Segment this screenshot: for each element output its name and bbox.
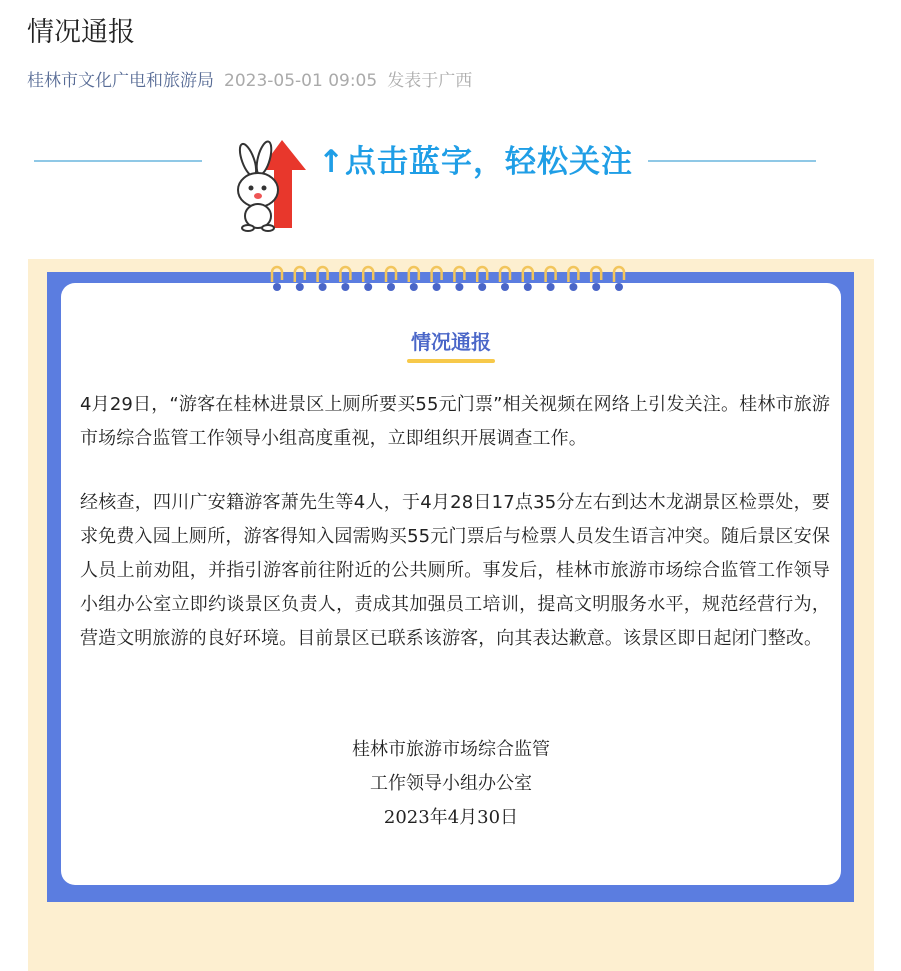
signature-date: 2023年4月30日 [383,807,519,828]
binder-hole [387,283,395,291]
notice-paragraph-2: 经核查，四川广安籍游客萧先生等4人，于4月28日17点35分左右到达木龙湖景区检票处，要求免费入园上厕所，游客得知入园需购买55元门票后与检票人员发生语言冲突。随后景区安保人员上前劝阻，并指引游客前往附近的公共厕所。事发后，桂林市旅游市场综合监管工作领导小组办公室立即约谈景区负责人，责成其加强员工培训，提高文明服务水平，规范经营行为，营造文明旅游的良好环境。目前景区已联系该游客，向其表达歉意。该景区即日起闭门整改。 [80,492,830,649]
binder-hole [455,283,463,291]
binder-ring [568,267,578,282]
binder-hole [273,283,281,291]
binder-hole [296,283,304,291]
binder-hole [615,283,623,291]
binder-rings-icon [268,262,632,296]
notice-card [61,283,841,885]
binder-hole [410,283,418,291]
notice-heading-text: 情况通报 [411,330,491,354]
binder-hole [569,283,577,291]
binder-hole [433,283,441,291]
binder-hole [524,283,532,291]
binder-ring [272,267,282,282]
binder-hole [592,283,600,291]
banner-divider-left [34,160,202,162]
binder-ring [409,267,419,282]
binder-ring [591,267,601,282]
binder-hole [501,283,509,291]
binder-ring [295,267,305,282]
binder-hole [478,283,486,291]
article-title: 情况通报 [27,17,135,48]
notice-heading [61,327,841,361]
binder-hole [341,283,349,291]
binder-ring [432,267,442,282]
article-meta [27,68,472,94]
binder-ring [546,267,556,282]
signature-line-1: 桂林市旅游市场综合监管 [352,739,550,760]
publish-date: 2023-05-01 09:05 [224,71,378,91]
binder-ring [477,267,487,282]
binder-ring [523,267,533,282]
rabbit-mascot-icon [226,136,310,232]
binder-ring [500,267,510,282]
binder-ring [318,267,328,282]
banner-divider-right [648,160,816,162]
signature-line-2: 工作领导小组办公室 [370,773,532,794]
publish-location: 发表于广西 [387,71,473,91]
binder-hole [364,283,372,291]
binder-hole [547,283,555,291]
follow-prompt[interactable]: ↑点击蓝字，轻松关注 [318,144,633,180]
binder-ring [454,267,464,282]
binder-ring [614,267,624,282]
account-name-link[interactable]: 桂林市文化广电和旅游局 [27,71,214,91]
heading-underline [407,359,495,363]
notice-paragraph-1: 4月29日，“游客在桂林进景区上厕所要买55元门票”相关视频在网络上引发关注。桂林市旅游市场综合监管工作领导小组高度重视，立即组织开展调查工作。 [80,394,830,449]
binder-ring [386,267,396,282]
binder-ring [340,267,350,282]
binder-hole [319,283,327,291]
binder-ring [363,267,373,282]
follow-banner[interactable] [0,132,901,232]
